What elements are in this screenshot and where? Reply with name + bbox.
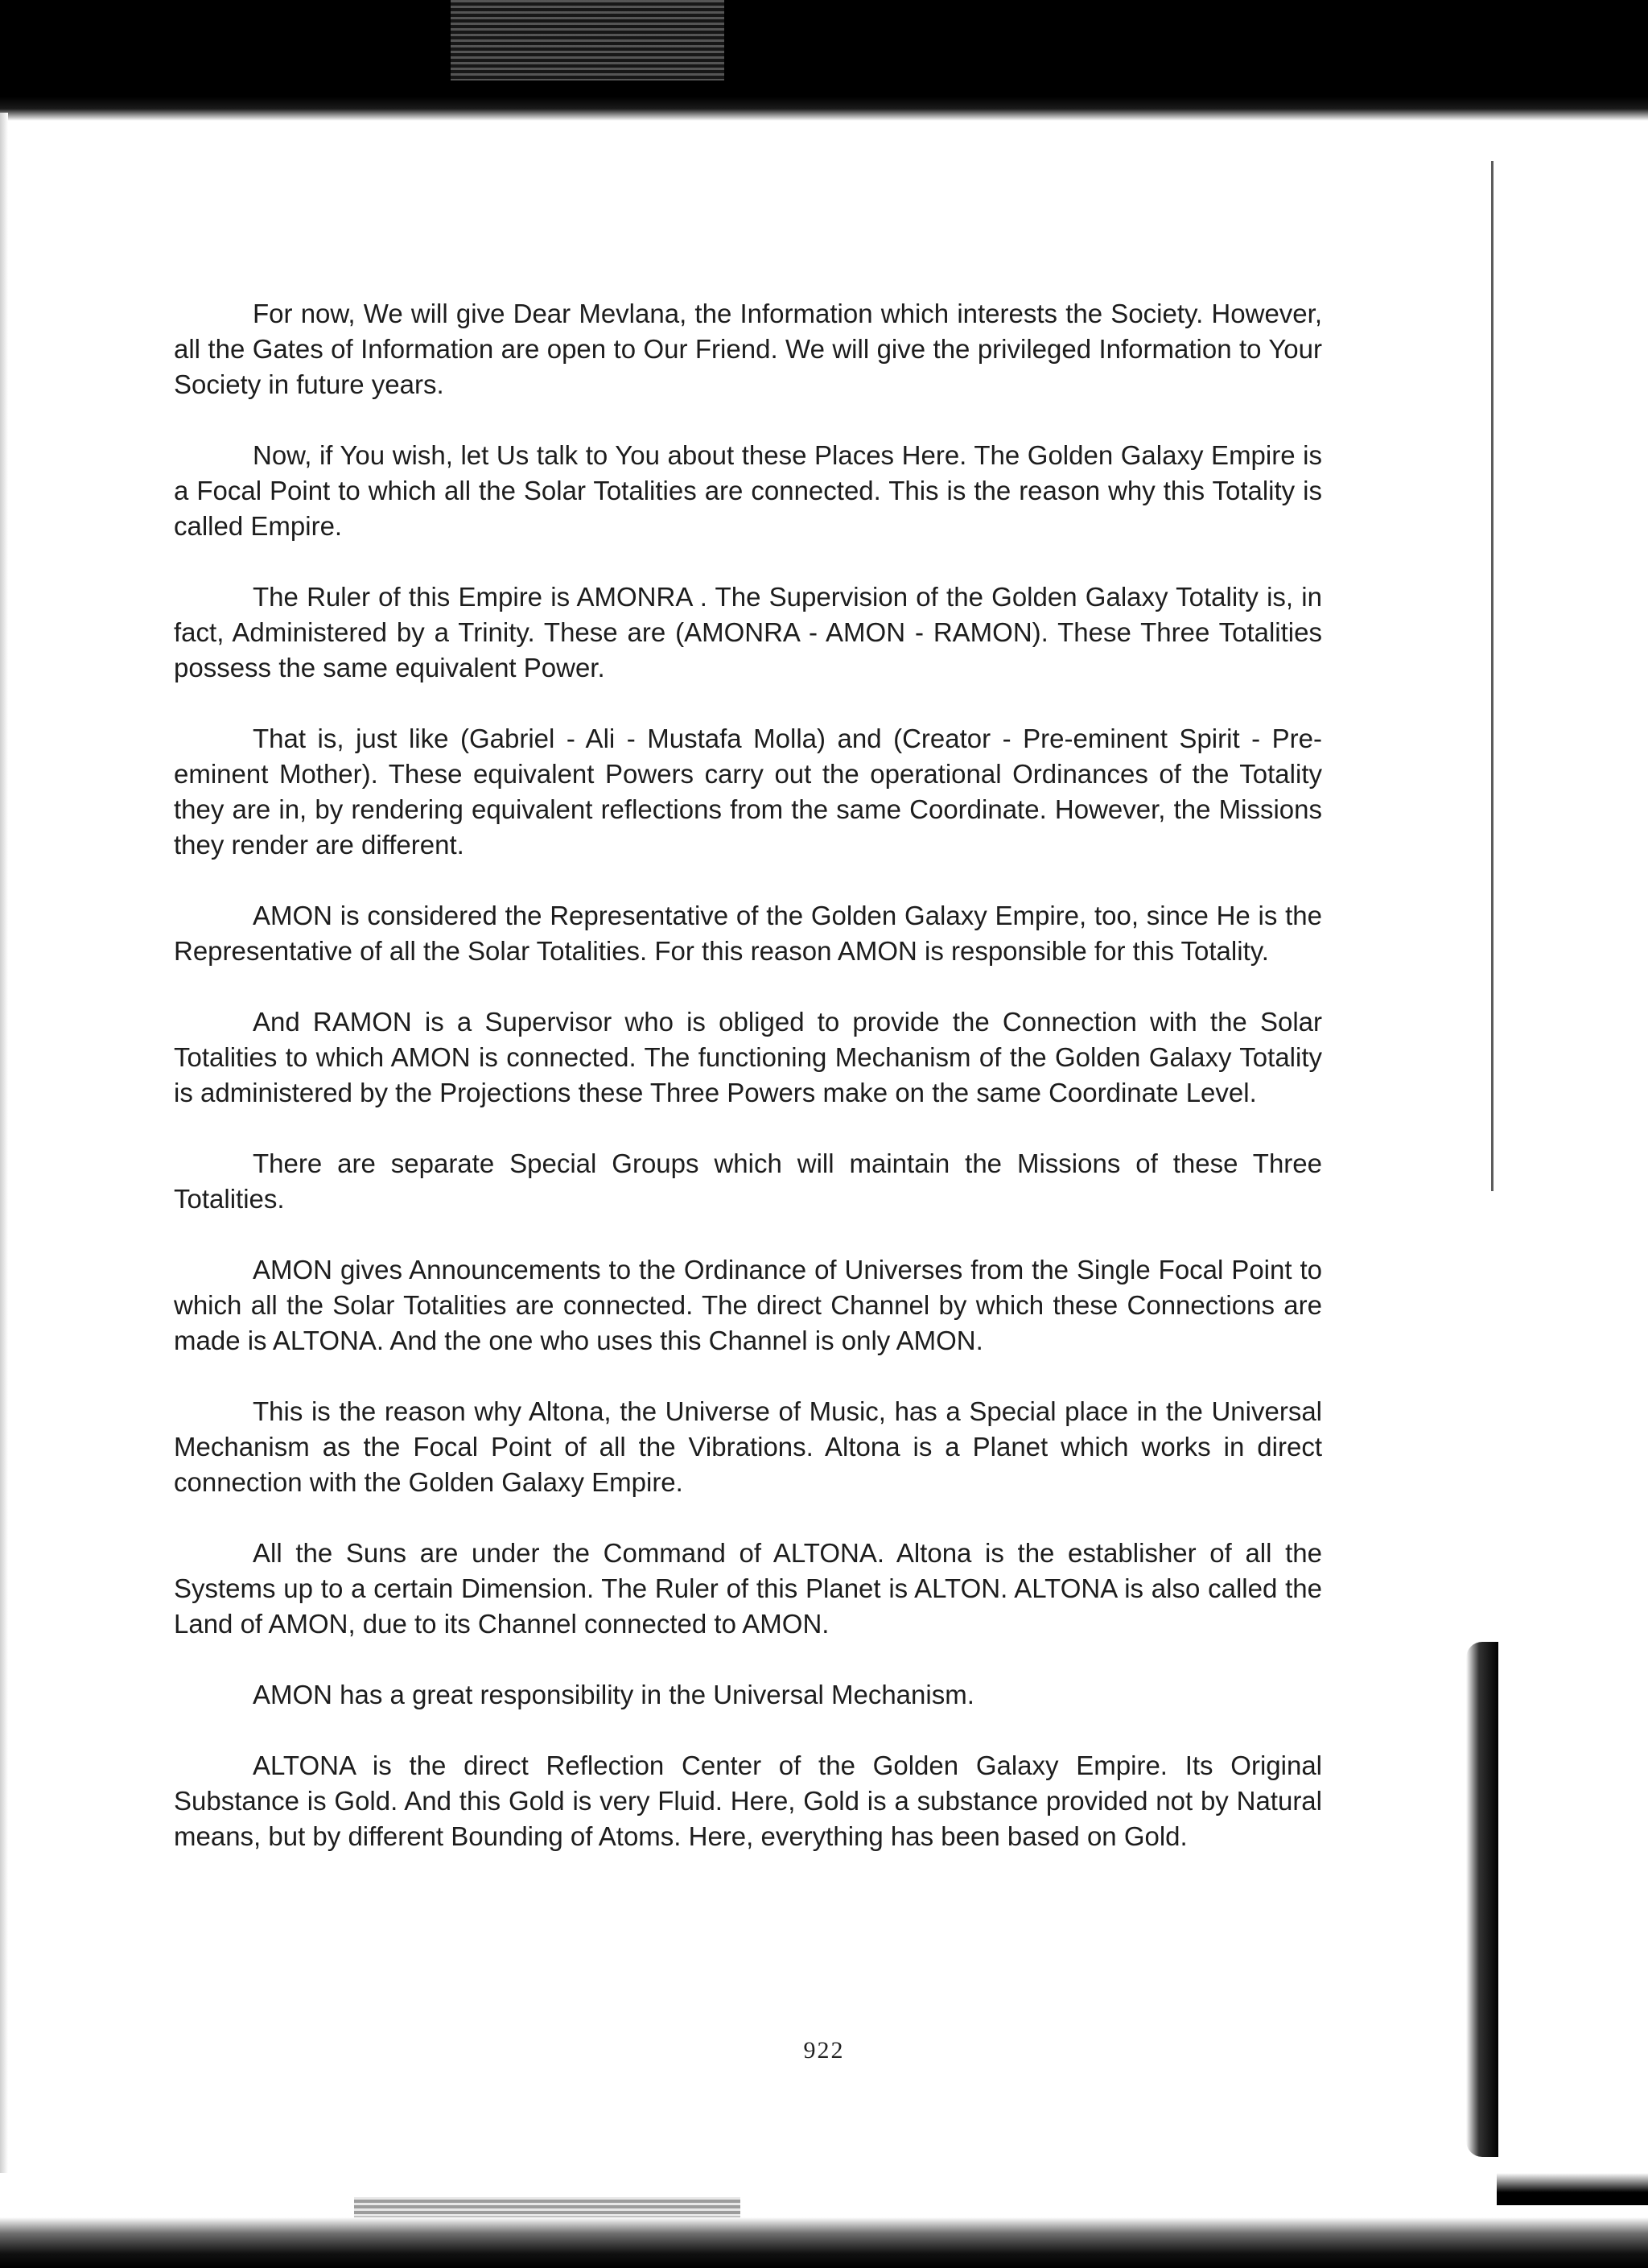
- paragraph: Now, if You wish, let Us talk to You about these Places Here. The Golden Galaxy Empire is a Focal Point to which all the Solar Totalities are connected. This is the reason why this Totality is called Empire.: [174, 440, 1322, 541]
- scan-glare-top: [451, 0, 724, 80]
- paragraph: AMON has a great responsibility in the Universal Mechanism.: [253, 1680, 974, 1709]
- paragraph: AMON is considered the Representative of the Golden Galaxy Empire, too, since He is the Representative of all the Solar Totalities. For this reason AMON is responsible for this Totality.: [174, 901, 1322, 966]
- paragraph: For now, We will give Dear Mevlana, the Information which interests the Society. However, all the Gates of Information are open to Our Friend. We will give the privileged Information to Your Society in future years.: [174, 299, 1322, 399]
- scan-border-top: [0, 0, 1648, 121]
- paragraph: AMON gives Announcements to the Ordinance of Universes from the Single Focal Point to which all the Solar Totalities are connected. The direct Channel by which these Connections are made is ALTONA. And the one who uses this Channel is only AMON.: [174, 1255, 1322, 1355]
- page-body: [174, 296, 1322, 1890]
- scan-shadow-right: [1466, 1642, 1498, 2157]
- paragraph: There are separate Special Groups which will maintain the Missions of these Three Totalities.: [174, 1148, 1322, 1214]
- paragraph: ALTONA is the direct Reflection Center of the Golden Galaxy Empire. Its Original Substance is Gold. And this Gold is very Fluid. Here, Gold is a substance provided not by Natural means, but by different Bounding of Atoms. Here, everything has been based on Gold.: [174, 1750, 1322, 1851]
- paragraph: That is, just like (Gabriel - Ali - Mustafa Molla) and (Creator - Pre-eminent Spirit - Pre-eminent Mother). These equivalent Powers carry out the operational Ordinances of the Totality they are in, by rendering equivalent reflections from the same Coordinate. However, the Missions they render are different.: [174, 724, 1322, 860]
- paragraph: And RAMON is a Supervisor who is obliged to provide the Connection with the Solar Totalities to which AMON is connected. The functioning Mechanism of the Golden Galaxy Totality is administered by the Projections these Three Powers make on the same Coordinate Level.: [174, 1007, 1322, 1107]
- paragraph: All the Suns are under the Command of ALTONA. Altona is the establisher of all the Systems up to a certain Dimension. The Ruler of this Planet is ALTON. ALTONA is also called the Land of AMON, due to its Channel connected to AMON.: [174, 1538, 1322, 1639]
- paragraph: The Ruler of this Empire is AMONRA . The Supervision of the Golden Galaxy Totality is, in fact, Administered by a Trinity. These are (AMONRA - AMON - RAMON). These Three Totalities possess the same equivalent Power.: [174, 582, 1322, 682]
- paragraph: This is the reason why Altona, the Universe of Music, has a Special place in the Universal Mechanism as the Focal Point of all the Vibrations. Altona is a Planet which works in direct connection with the Golden Galaxy Empire.: [174, 1396, 1322, 1497]
- scan-border-left: [0, 113, 8, 2173]
- scan-page-edge-right: [1491, 161, 1494, 1191]
- scan-corner-bottom-right: [1497, 2173, 1648, 2205]
- page-number: 922: [803, 2037, 845, 2064]
- scan-border-bottom: [0, 2217, 1648, 2268]
